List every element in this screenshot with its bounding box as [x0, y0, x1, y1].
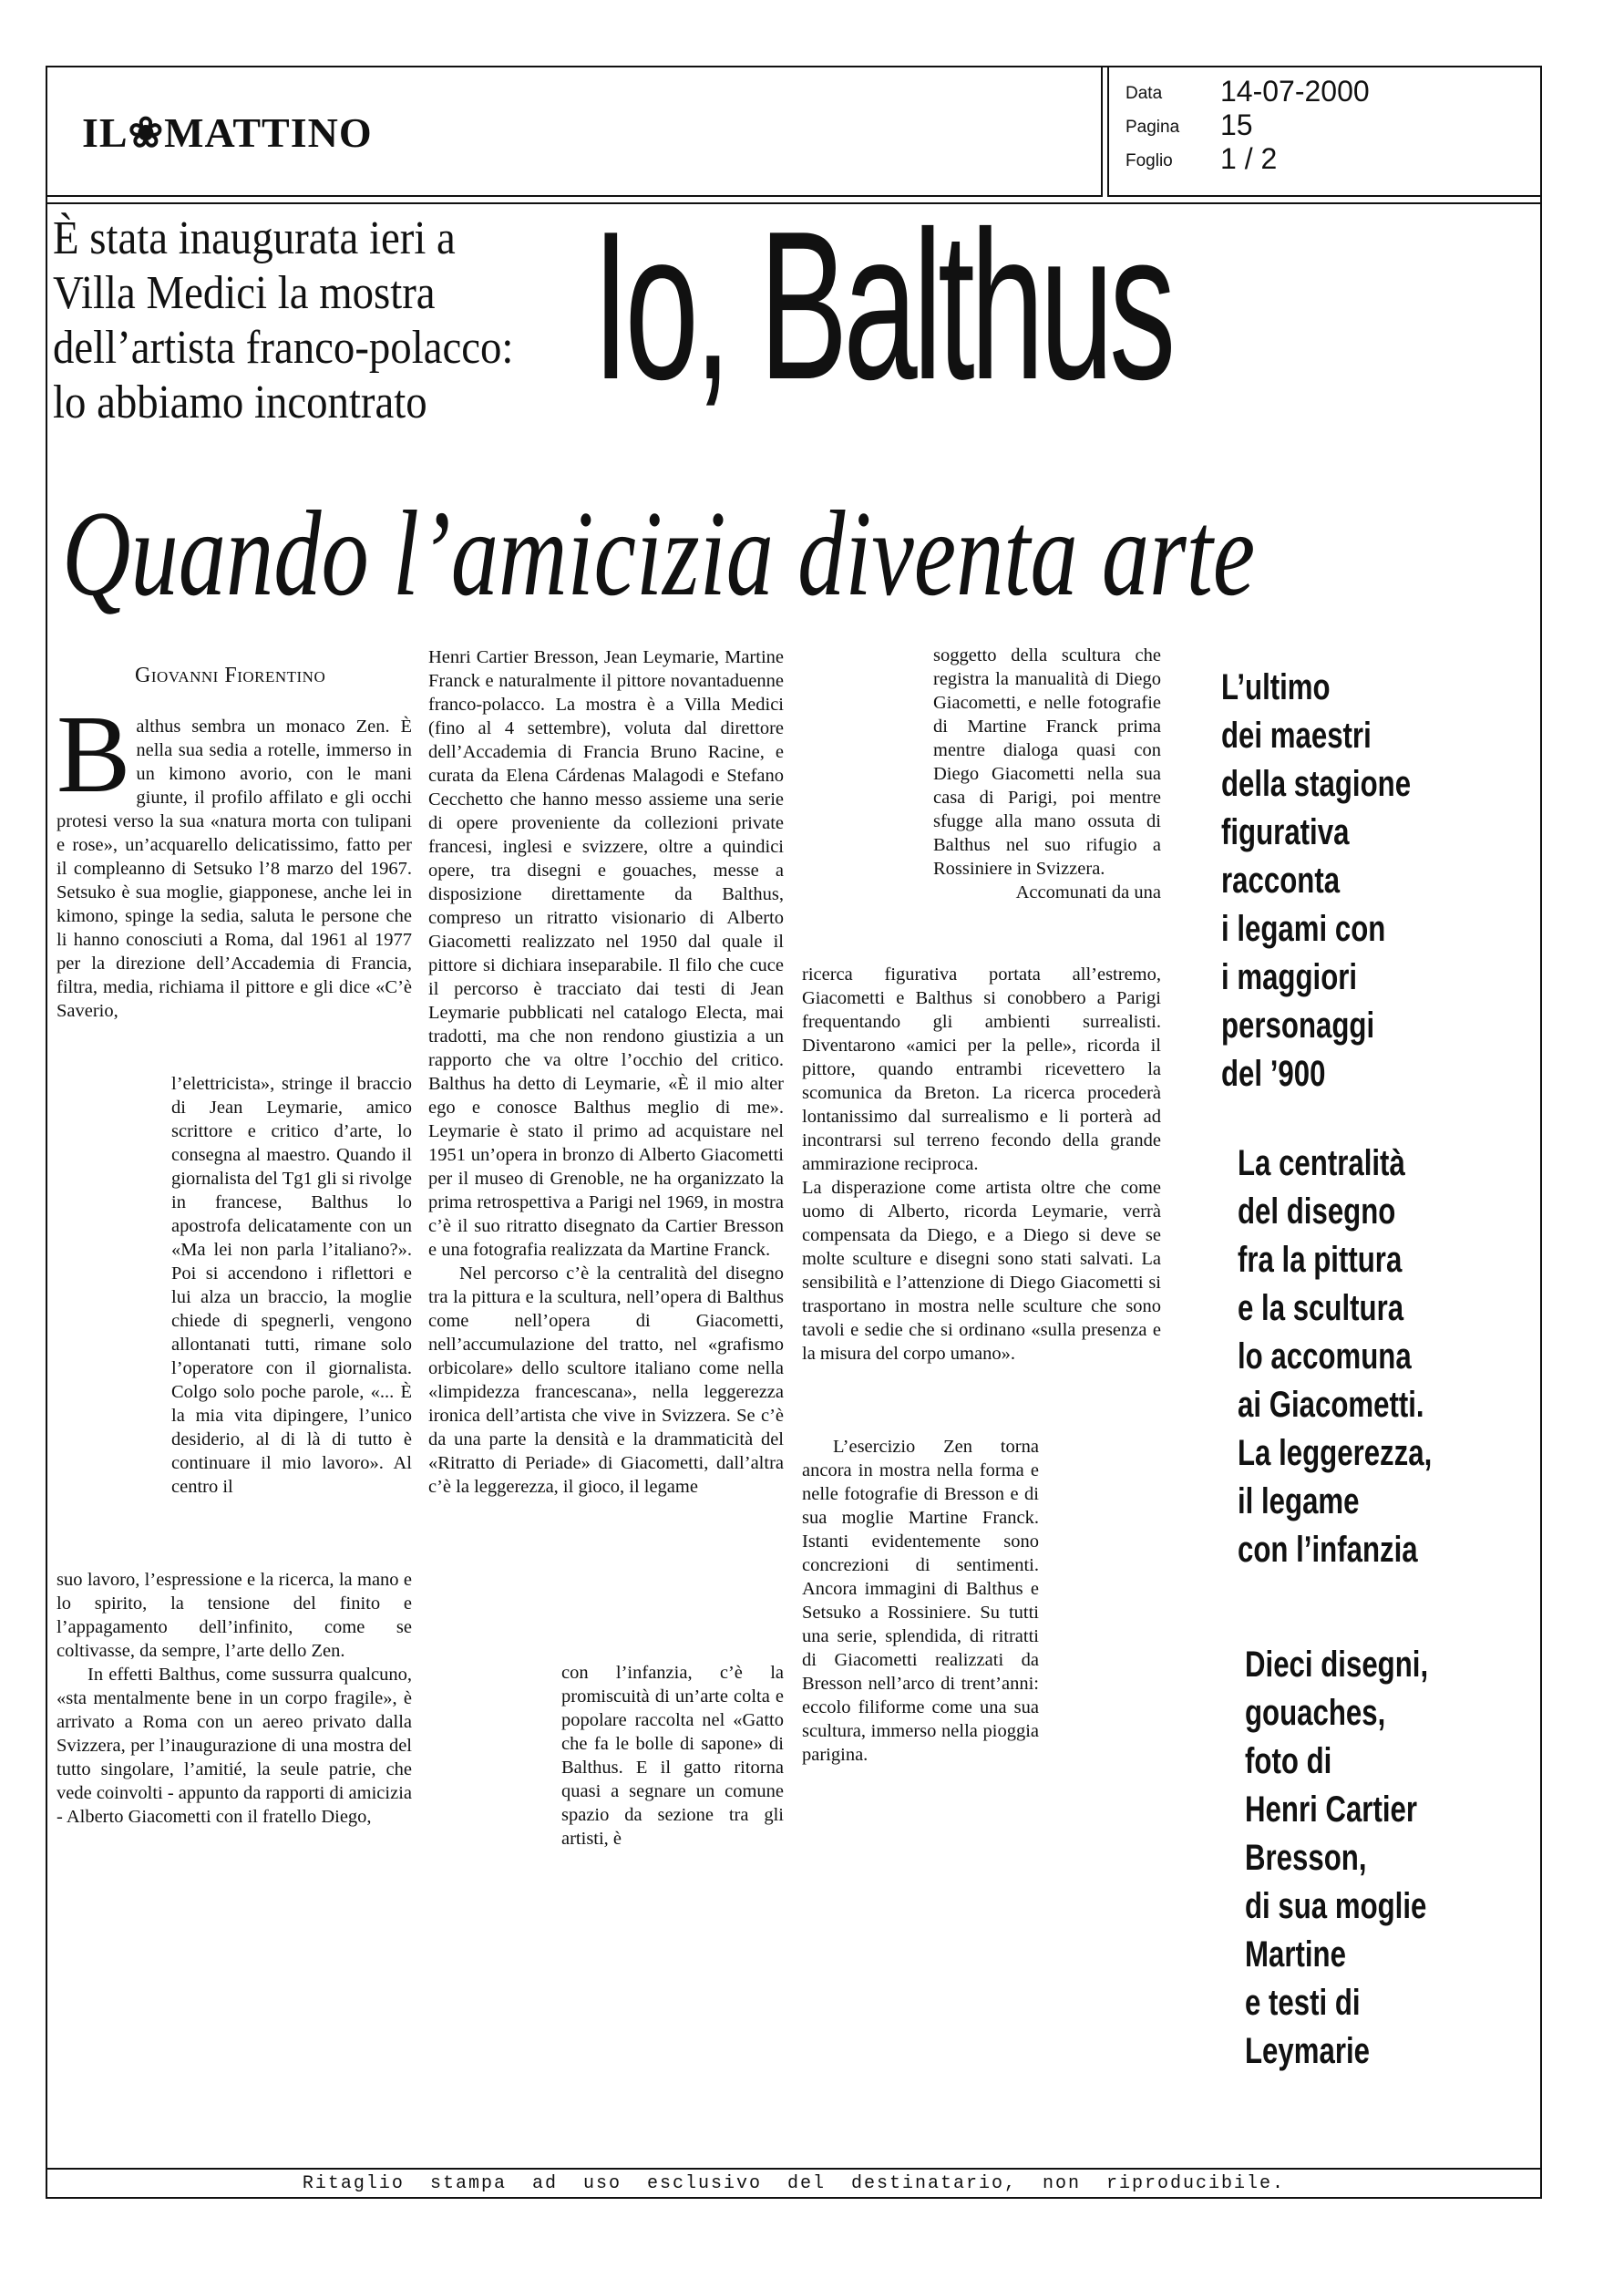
- sidebar-line: foto di: [1245, 1741, 1332, 1781]
- column-1-narrow: l’elettricista», stringe il braccio di Jean Leymarie, amico scrittore e critico d’arte, lo consegna al maestro. Quando il giornalista del Tg1 gli si rivolge in francese, Balthus lo apostrofa delicatamente con un «Ma lei non parla l’italiano?». Poi si accendono i riflettori e lui alza un braccio, la moglie chiede di spegnerli, vengono allontanati tutti, rimane solo l’operatore con il giornalista. Colgo solo poche parole, «... È la mia vita dipingere, l’unico desiderio, al di là di tutto è continuare il mio lavoro». Al centro il: [171, 1074, 412, 1497]
- sidebar-line: Bresson,: [1245, 1838, 1367, 1878]
- sidebar-line: fra la pittura: [1238, 1240, 1403, 1280]
- sidebar-line: L’ultimo: [1221, 667, 1331, 707]
- sidebar-line: racconta: [1221, 861, 1341, 901]
- column-1-top: [57, 693, 412, 1023]
- sidebar-line: ai Giacometti.: [1238, 1385, 1424, 1425]
- article-kicker: È stata inaugurata ieri a Villa Medici la mostra dell’artista franco-polacco: lo abbiamo incontrato: [53, 212, 514, 428]
- column-2: [428, 645, 784, 1499]
- meta-sheet-label: Foglio: [1125, 151, 1173, 170]
- meta-sheet-value: 1 / 2: [1220, 142, 1278, 175]
- sidebar-line: del disegno: [1238, 1191, 1396, 1232]
- column-3-paragraph-2: La disperazione come artista oltre che come uomo di Alberto, ricorda Leymarie, verrà compensata da Diego, e a Diego si deve se molte sculture e disegni sono stati salvati. La sensibilità e l’attenzione di Diego Giacometti si trasportano in mostra nelle sculture che sono tavoli e sedie che si ordinano «sulla presenza e la misura del corpo umano».: [802, 1178, 1161, 1364]
- sidebar-line: figurativa: [1221, 812, 1350, 852]
- sidebar-line: e la scultura: [1238, 1288, 1404, 1328]
- meta-page-value: 15: [1220, 108, 1253, 141]
- column-3-narrow-text: soggetto della scultura che registra la manualità di Diego Giacometti, e nelle fotografie di Martine Franck prima mentre dialoga quasi con Diego Giacometti nella sua casa di Parigi, poi mentre sfugge alla mano ossuta di Balthus nel suo rifugio a Rossiniere in Svizzera.: [933, 645, 1161, 879]
- sidebar-block-3: [1245, 1641, 1428, 2076]
- column-2-paragraph-2: Nel percorso c’è la centralità del disegno tra la pittura e la scultura, nell’opera di Balthus come nell’opera di Giacometti, nell’accumulazione del tratto, nel «grafismo orbicolare» dello scultore italiano come nella «limpidezza francescana», nella leggerezza ironica dell’artista che vive in Svizzera. Se c’è da una parte la densità e la drammaticità del «Ritratto di Periade» di Giacometti, dall’altra c’è la leggerezza, il gioco, il legame: [428, 1263, 784, 1497]
- column-1-bottom: [57, 1568, 412, 1829]
- column-3-narrow: [933, 644, 1161, 904]
- column-3-paragraph-3: L’esercizio Zen torna ancora in mostra nella forma e nelle fotografie di Bresson e di sua moglie Martine Franck. Istanti evidentemente sono concrezioni di sentimenti. Ancora immagini di Balthus e Setsuko a Rossiniere. Su tutti una serie, splendida, di ritratti di Giacometti realizzati da Bresson nell’arco di trent’anni: eccolo filiforme come una sua scultura, immerso nella pioggia parigina.: [802, 1437, 1039, 1765]
- sidebar-line: gouaches,: [1245, 1693, 1386, 1733]
- drop-cap: B: [57, 693, 131, 816]
- column-2-narrow: con l’infanzia, c’è la promiscuità di un’arte colta e popolare raccolta nel «Gatto che fa le bolle di sapone» di Balthus. E il gatto ritorna quasi a segnare un comune spazio da sezione tra gli artisti, è: [561, 1663, 784, 1849]
- sidebar-line: il legame: [1238, 1481, 1360, 1521]
- sidebar-block-1: [1221, 664, 1411, 1098]
- sidebar-line: con l’infanzia: [1238, 1530, 1418, 1570]
- sidebar-line: La leggerezza,: [1238, 1433, 1433, 1473]
- sidebar-block-2: [1238, 1140, 1432, 1574]
- article-subhead: Quando l’amicizia diventa arte: [62, 486, 1256, 621]
- sidebar-line: Martine: [1245, 1934, 1346, 1975]
- sidebar-line: del ’900: [1221, 1054, 1326, 1094]
- clipping-disclaimer: Ritaglio stampa ad uso esclusivo del destinatario, non riproducibile.: [302, 2173, 1286, 2194]
- column-1-paragraph-2: In effetti Balthus, come sussurra qualcuno, «sta mentalmente bene in un corpo fragile», è arrivato a Roma con un aereo privato dalla Svizzera, per l’inaugurazione di una mostra del tutto singolare, l’amitié, la seule patrie, che vede coinvolti - appunto da rapporti di amicizia - Alberto Giacometti con il fratello Diego,: [57, 1665, 412, 1827]
- column-3-narrow-tail: Accomunati da una: [1015, 882, 1161, 902]
- sidebar-line: lo accomuna: [1238, 1336, 1412, 1377]
- sidebar-line: Henri Cartier: [1245, 1789, 1418, 1830]
- article-headline: Io, Balthus: [592, 188, 1172, 424]
- newspaper-logo: IL❀MATTINO: [82, 109, 373, 156]
- sidebar-line: personaggi: [1221, 1005, 1375, 1046]
- meta-date-label: Data: [1125, 84, 1163, 103]
- sidebar-line: i maggiori: [1221, 957, 1358, 997]
- column-1-intro: althus sembra un monaco Zen. È nella sua sedia a rotelle, immerso in un kimono avorio, con le mani giunte, il profilo affilato e gli occhi protesi verso la sua «natura morta con tulipani e rose», un’acquarello delicatissimo, fatto per il compleanno di Setsuko l’8 marzo del 1967. Setsuko è sua moglie, giapponese, anche lei in kimono, spinge la sedia, saluta le persone che li hanno conosciuti a Roma, dal 1961 al 1977 per la direzione dell’Accademia di Francia, filtra, media, richiama il pittore e gli dice «C’è Saverio,: [57, 717, 412, 1021]
- meta-date-value: 14-07-2000: [1220, 75, 1370, 108]
- column-3-narrow-bottom: [802, 1435, 1039, 1767]
- author-byline: Giovanni Fiorentino: [135, 664, 326, 687]
- sidebar-line: e testi di: [1245, 1983, 1361, 2023]
- meta-page-label: Pagina: [1125, 118, 1180, 137]
- sidebar-line: della stagione: [1221, 764, 1412, 804]
- column-3-paragraph-1: ricerca figurativa portata all’estremo, Giacometti e Balthus si conobbero a Parigi frequentando gli ambienti surrealisti. Diventarono «amici per la pelle», ricorda il pittore, quando entrambi ricevettero la scomunica da Breton. La ricerca procederà lontanissimo dal surrealismo e li porterà ad incontrarsi sul terreno fecondo della grande ammirazione reciproca.: [802, 964, 1161, 1174]
- column-1-paragraph-1: suo lavoro, l’espressione e la ricerca, la mano e lo spirito, la tensione del finito e l’appagamento dell’infinito, come se coltivasse, da sempre, l’arte dello Zen.: [57, 1570, 412, 1661]
- sidebar-line: dei maestri: [1221, 716, 1372, 756]
- sidebar-line: i legami con: [1221, 909, 1386, 949]
- column-3: [802, 963, 1161, 1366]
- sidebar-line: di sua moglie: [1245, 1886, 1427, 1926]
- sidebar-line: La centralità: [1238, 1143, 1405, 1183]
- sidebar-line: Dieci disegni,: [1245, 1645, 1429, 1685]
- column-2-paragraph-1: Henri Cartier Bresson, Jean Leymarie, Martine Franck e naturalmente il pittore novantaduenne franco-polacco. La mostra è a Villa Medici (fino al 4 settembre), voluta dal direttore dell’Accademia di Francia Bruno Racine, e curata da Elena Cárdenas Malagodi e Stefano Cecchetto che hanno messo assieme una serie di opere proveniente da collezioni private francesi, inglesi e svizzere, oltre a quindici opere, tra disegni e gouaches, messe a disposizione direttamente da Balthus, compreso un ritratto visionario di Alberto Giacometti realizzato nel 1950 dal quale il pittore si dichiara inseparabile. Il filo che cuce il percorso è tracciato dai testi di Jean Leymarie pubblicati nel catalogo Electa, mai tradotti, ma che non rendono giustizia a un rapporto che va oltre l’occhio del critico. Balthus ha detto di Leymarie, «È il mio alter ego e conosce Balthus meglio di me». Leymarie è stato il primo ad acquistare nel 1951 un’opera in bronzo di Alberto Giacometti per il museo di Grenoble, ne ha organizzato la prima retrospettiva a Parigi nel 1969, in mostra c’è il suo ritratto disegnato da Cartier Bresson e una fotografia realizzata da Martine Franck.: [428, 647, 784, 1260]
- sidebar-line: Leymarie: [1245, 2031, 1371, 2071]
